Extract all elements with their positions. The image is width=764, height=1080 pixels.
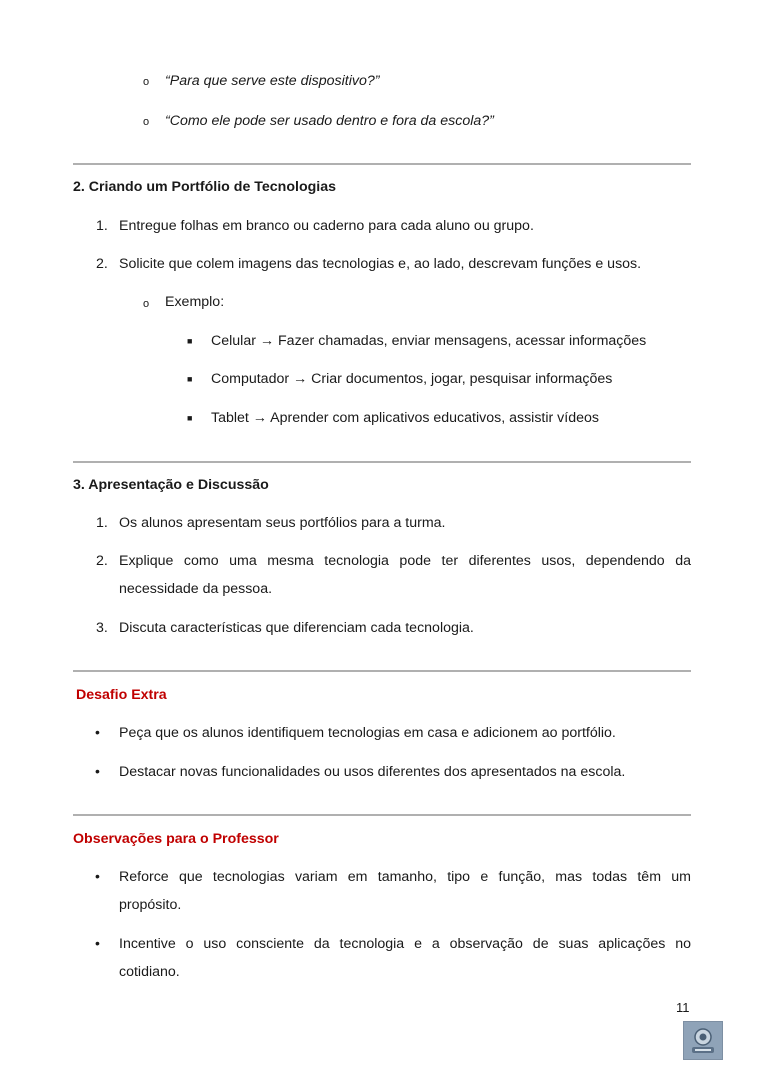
list-item: Destacar novas funcionalidades ou usos diferentes dos apresentados na escola. — [119, 764, 626, 780]
section-divider — [73, 163, 691, 165]
list-item-continuation: propósito. — [119, 897, 182, 913]
question-line: “Como ele pode ser usado dentro e fora da escola?” — [165, 113, 494, 129]
list-number: 1. — [96, 515, 108, 531]
square-bullet-icon: ■ — [187, 413, 193, 423]
example-item: Computador → Criar documentos, jogar, pesquisar informações — [211, 371, 613, 387]
list-item: Incentive o uso consciente da tecnologia e a observação de suas aplicações no — [119, 936, 691, 952]
circle-bullet-icon: o — [143, 116, 150, 128]
section-divider — [73, 461, 691, 463]
list-item: Peça que os alunos identifiquem tecnologias em casa e adicionem ao portfólio. — [119, 725, 616, 741]
square-bullet-icon: ■ — [187, 374, 193, 384]
page-number: 11 — [676, 1000, 690, 1015]
list-item: Reforce que tecnologias variam em tamanho, tipo e função, mas todas têm um — [119, 869, 691, 885]
list-number: 2. — [96, 256, 108, 272]
section-divider — [73, 814, 691, 816]
list-item-continuation: cotidiano. — [119, 964, 180, 980]
circle-bullet-icon: o — [143, 76, 150, 88]
circle-bullet-icon: o — [143, 298, 150, 310]
list-item: Entregue folhas em branco ou caderno para cada aluno ou grupo. — [119, 218, 534, 234]
section-title: 3. Apresentação e Discussão — [73, 477, 269, 493]
list-item: Os alunos apresentam seus portfólios para a turma. — [119, 515, 446, 531]
section-divider — [73, 670, 691, 672]
section-title: Observações para o Professor — [73, 831, 279, 847]
section-title: Desafio Extra — [76, 687, 167, 703]
list-number: 2. — [96, 553, 108, 569]
logo-graphic — [684, 1022, 722, 1059]
bullet-icon: • — [95, 935, 100, 951]
section-title: 2. Criando um Portfólio de Tecnologias — [73, 179, 337, 195]
bullet-icon: • — [95, 763, 100, 779]
question-line: “Para que serve este dispositivo?” — [165, 73, 380, 89]
example-item: Celular → Fazer chamadas, enviar mensagens, acessar informações — [211, 333, 647, 349]
example-label: Exemplo: — [165, 294, 225, 310]
square-bullet-icon: ■ — [187, 336, 193, 346]
bullet-icon: • — [95, 868, 100, 884]
list-item: Discuta características que diferenciam cada tecnologia. — [119, 620, 474, 636]
list-item: Solicite que colem imagens das tecnologias e, ao lado, descrevam funções e usos. — [119, 256, 642, 272]
example-item: Tablet → Aprender com aplicativos educativos, assistir vídeos — [211, 410, 599, 426]
bullet-icon: • — [95, 724, 100, 740]
list-number: 1. — [96, 218, 108, 234]
logo-icon — [683, 1021, 723, 1060]
list-item: Explique como uma mesma tecnologia pode ter diferentes usos, dependendo da — [119, 553, 691, 569]
list-item-continuation: necessidade da pessoa. — [119, 581, 273, 597]
list-number: 3. — [96, 620, 108, 636]
